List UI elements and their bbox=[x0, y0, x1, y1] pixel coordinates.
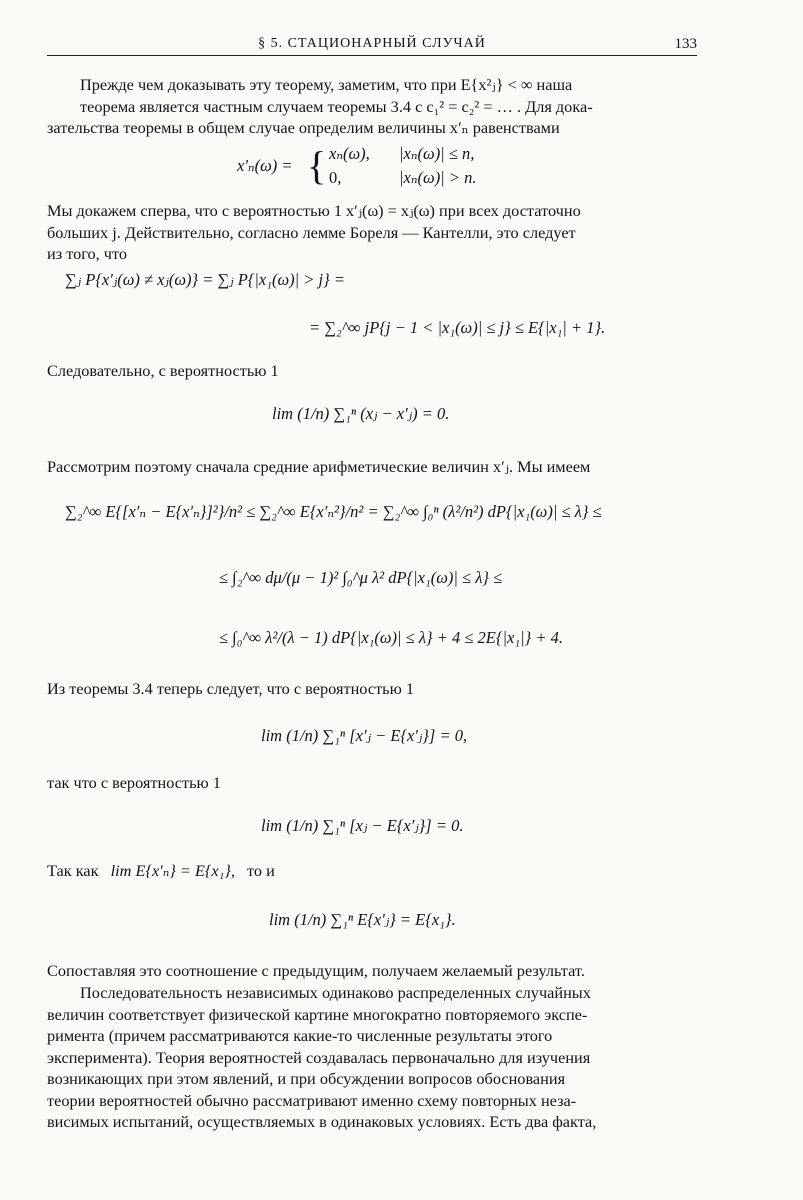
text-line: из того, что bbox=[47, 244, 128, 263]
paragraph-since bbox=[47, 860, 697, 882]
left-brace: { bbox=[307, 143, 327, 188]
paragraph-compare: Сопоставляя это соотношение с предыдущим, получаем желаемый результат. bbox=[47, 961, 585, 980]
since-lead: Так как bbox=[47, 861, 99, 880]
equation-variance-row3: ≤ ∫₀^∞ λ²/(λ − 1) dP{|x₁(ω)| ≤ λ} + 4 ≤ 2E{|x₁|} + 4. bbox=[219, 628, 563, 647]
equation-limit-2: lim (1/n) ∑₁ⁿ [x′ⱼ − E{x′ⱼ}] = 0, bbox=[261, 726, 468, 745]
section-title: § 5. СТАЦИОНАРНЫЙ СЛУЧАЙ bbox=[258, 36, 486, 51]
text-line: Прежде чем доказывать эту теорему, заметим, что при E{x²ⱼ} < ∞ наша bbox=[80, 75, 573, 94]
paragraph-consider: Рассмотрим поэтому сначала средние арифметические величин x′ⱼ. Мы имеем bbox=[47, 457, 591, 476]
text-line: эксперимента). Теория вероятностей создавалась первоначально для изучения bbox=[47, 1047, 591, 1067]
since-tail: то и bbox=[246, 861, 275, 880]
page bbox=[47, 0, 697, 1200]
equation-variance-row1: ∑₂^∞ E{[x′ₙ − E{x′ₙ}]²}/n² ≤ ∑₂^∞ E{x′ₙ²}/n² = ∑₂^∞ ∫₀ⁿ (λ²/n²) dP{|x₁(ω)| ≤ λ} ≤ bbox=[65, 502, 602, 521]
since-expression: lim E{x′ₙ} = E{x₁}, bbox=[110, 861, 235, 880]
page-number: 133 bbox=[674, 36, 697, 52]
paragraph-so: так что с вероятностью 1 bbox=[47, 773, 221, 792]
paragraph-hence: Следовательно, с вероятностью 1 bbox=[47, 361, 279, 380]
text-line: висимых испытаний, осуществляемых в одинаковых условиях. Есть два факта, bbox=[47, 1112, 597, 1131]
text-line: теории вероятностей обычно рассматривают именно схему повторных неза- bbox=[47, 1090, 577, 1110]
equation-variance-row2: ≤ ∫₂^∞ dμ/(μ − 1)² ∫₀^μ λ² dP{|x₁(ω)| ≤ λ} ≤ bbox=[219, 568, 503, 587]
running-header bbox=[47, 30, 697, 54]
eq-def-case2-value: 0, bbox=[329, 168, 342, 187]
text-line: величин соответствует физической картине многократно повторяемого экспе- bbox=[47, 1004, 588, 1024]
eq-def-case2-cond: |xₙ(ω)| > n. bbox=[399, 168, 477, 187]
paragraph-final bbox=[47, 982, 697, 1133]
paragraph-intro bbox=[47, 74, 697, 139]
text-line: римента (причем рассматриваются какие-то численные результаты этого bbox=[47, 1026, 553, 1045]
equation-limit-3: lim (1/n) ∑₁ⁿ [xⱼ − E{x′ⱼ}] = 0. bbox=[261, 816, 464, 835]
text-line: больших j. Действительно, согласно лемме Бореля — Кантелли, это следует bbox=[47, 222, 576, 242]
text-line: возникающих при этом явлений, и при обсуждении вопросов обоснования bbox=[47, 1069, 566, 1088]
text-line: Последовательность независимых одинаково распределенных случайных bbox=[80, 983, 591, 1002]
equation-borel-row2: = ∑₂^∞ jP{j − 1 < |x₁(ω)| ≤ j} ≤ E{|x₁| + 1}. bbox=[309, 318, 606, 337]
text-line: Мы докажем сперва, что с вероятностью 1 x′ⱼ(ω) = xⱼ(ω) при всех достаточно bbox=[47, 201, 581, 220]
equation-limit-4: lim (1/n) ∑₁ⁿ E{x′ⱼ} = E{x₁}. bbox=[269, 910, 456, 929]
eq-def-case1-cond: |xₙ(ω)| ≤ n, bbox=[399, 144, 475, 163]
equation-limit-1: lim (1/n) ∑₁ⁿ (xⱼ − x′ⱼ) = 0. bbox=[272, 404, 450, 423]
eq-def-lhs: x′ₙ(ω) = bbox=[237, 156, 293, 175]
text-line: теорема является частным случаем теоремы 3.4 с c₁² = c₂² = … . Для дока- bbox=[80, 96, 593, 116]
paragraph-borel bbox=[47, 200, 697, 265]
text-line: зательства теоремы в общем случае определим величины x′ₙ равенствами bbox=[47, 118, 560, 137]
eq-def-case1-value: xₙ(ω), bbox=[329, 144, 370, 163]
header-rule bbox=[47, 55, 697, 56]
equation-borel-row1: ∑ⱼ P{x′ⱼ(ω) ≠ xⱼ(ω)} = ∑ⱼ P{|x₁(ω)| > j} = bbox=[65, 270, 345, 289]
paragraph-theorem-3-4: Из теоремы 3.4 теперь следует, что с вероятностью 1 bbox=[47, 679, 414, 698]
